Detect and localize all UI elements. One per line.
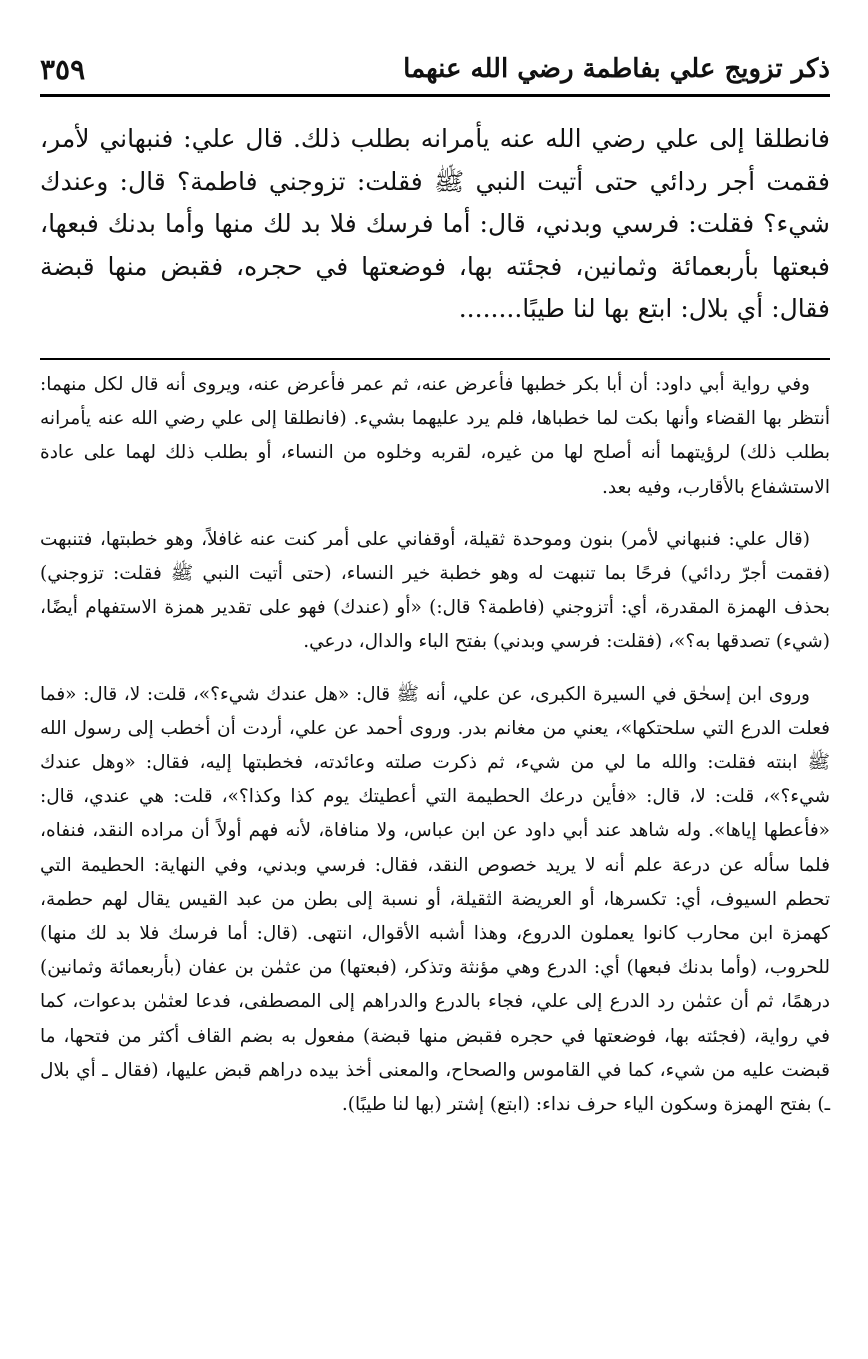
commentary-section bbox=[40, 368, 830, 1140]
page-number: ٣٥٩ bbox=[40, 52, 86, 86]
main-hadith-text bbox=[40, 118, 830, 331]
commentary-paragraph-1: وفي رواية أبي داود: أن أبا بكر خطبها فأعرض عنه، ثم عمر فأعرض عنه، ويروى أنه قال لكل منهما: أنتظر بها القضاء وأنها بكت لما خطباها، فلم يرد عليهما بشيء. (فانطلقا إلى علي رضي الله عنه يأمرانه بطلب ذلك) لرؤيتهما أنه أصلح لها من غيره، لقربه وخلوه من النساء، أو بطلب ذلك لهما على عادة الاستشفاع بالأقارب، وفيه بعد. bbox=[40, 374, 830, 498]
footnote-divider bbox=[40, 358, 830, 360]
commentary-paragraph-3: وروى ابن إسحٰق في السيرة الكبرى، عن علي، أنه ﷺ قال: «هل عندك شيء؟»، قلت: لا، قال: «فما فعلت الدرع التي سلحتكها»، يعني من مغانم بدر. وروى أحمد عن علي، أردت أن أخطب إلى رسول الله ﷺ ابنته فقلت: والله ما لي من شيء، ثم ذكرت صلته وعائدته، فخطبتها إليه، فقال: «وهل عندك شيء؟»، قلت: لا، قال: «فأين درعك الحطيمة التي أعطيتك يوم كذا وكذا؟»، قلت: هي عندي، قال: «فأعطها إياها». وله شاهد عند أبي داود عن ابن عباس، ولا منافاة، لأنه فهم أولاً أن مراده النقد، فنفاه، فلما سأله عن درعة علم أنه لا يريد خصوص النقد، فقال: فرسي وبدني، وفي النهاية: الحطيمة التي تحطم السيوف، أي: تكسرها، أو العريضة الثقيلة، أو نسبة إلى بطن من عبد القيس يقال لهم حطمة، كهمزة ابن محارب كانوا يعملون الدروع، وهذا أشبه الأقوال، انتهى. (قال: أما فرسك فلا بد لك منها) للحروب، (وأما بدنك فبعها) أي: الدرع وهي مؤنثة وتذكر، (فبعتها) من عثمٰن بن عفان (بأربعمائة وثمانين) درهمًا، ثم أن عثمٰن رد الدرع إلى علي، فجاء بالدرع والدراهم إلى المصطفى، فدعا لعثمٰن بدعوات، كما في رواية، (فجئته بها، فوضعتها في حجره فقبض منها قبضة) مفعول به بضم القاف أكثر من فتحها، ما قبضت عليه من شيء، كما في القاموس والصحاح، والمعنى أخذ بيده دراهم قبض عليها، (فقال ـ أي بلال ـ) بفتح الهمزة وسكون الياء حرف نداء: (ابتع) إشتر (بها لنا طيبًا). bbox=[40, 683, 830, 1116]
main-paragraph: فانطلقا إلى علي رضي الله عنه يأمرانه بطلب ذلك. قال علي: فنبهاني لأمر، فقمت أجر ردائي حتى أتيت النبي ﷺ فقلت: تزوجني فاطمة؟ قال: وعندك شيء؟ فقلت: فرسي وبدني، قال: أما فرسك فلا بد لك منها وأما بدنك فبعها، فبعتها بأربعمائة وثمانين، فجئته بها، فوضعتها في حجره، فقبض منها قبضة فقال: أي بلال: ابتع بها لنا طيبًا........ bbox=[40, 124, 830, 323]
commentary-paragraph-2: (قال علي: فنبهاني لأمر) بنون وموحدة ثقيلة، أوقفاني على أمر كنت عنه غافلاً، وهو خطبتها، فتنبهت (فقمت أجرّ ردائي) فرحًا بما تنبهت له وهو خطبة خير النساء، (حتى أتيت النبي ﷺ فقلت: تزوجني) بحذف الهمزة المقدرة، أي: أتزوجني (فاطمة؟ قال:) «أو (عندك) فهو على تقدير همزة الاستفهام أيضًا، (شيء) تصدقها به؟»، (فقلت: فرسي وبدني) بفتح الباء والدال، درعي. bbox=[40, 528, 830, 653]
running-title: ذكر تزويج علي بفاطمة رضي الله عنهما bbox=[403, 54, 830, 84]
page-header bbox=[40, 44, 830, 97]
